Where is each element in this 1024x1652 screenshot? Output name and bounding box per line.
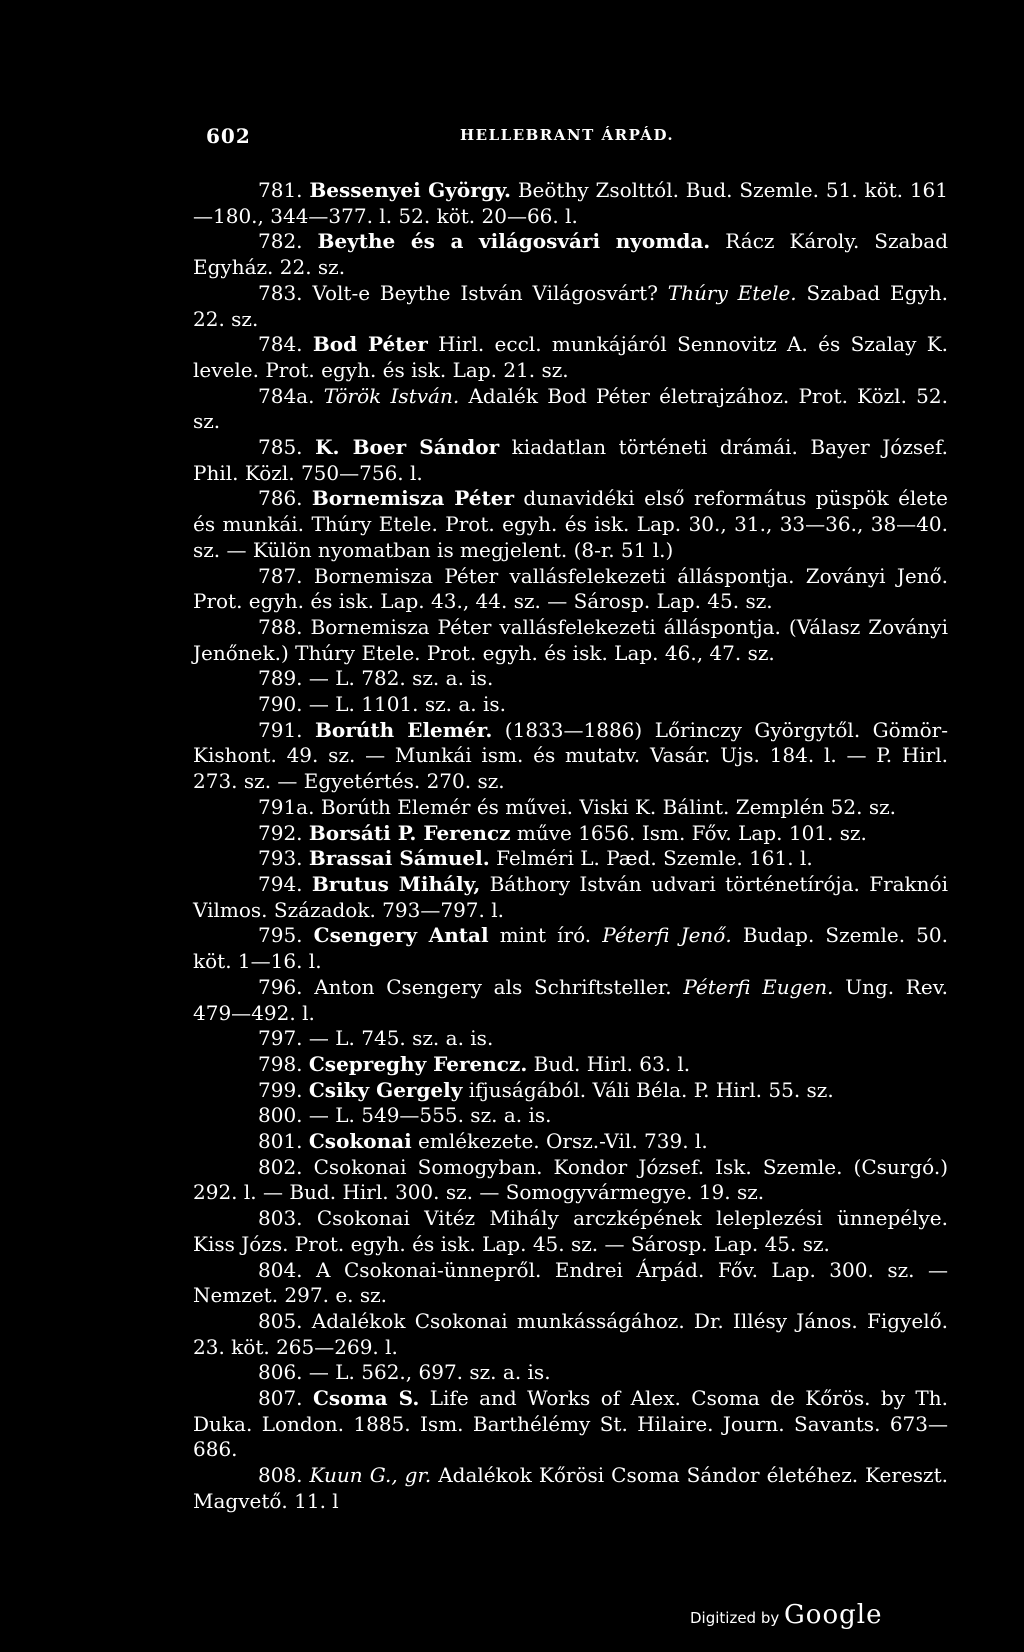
digitized-by-label: Digitized by bbox=[690, 1609, 780, 1627]
bibliography-entry: 807. Csoma S. Life and Works of Alex. Csoma de Kőrös. by Th. Duka. London. 1885. Ism. Barthélémy St. Hilaire. Journ. Savants. 673—686. bbox=[193, 1386, 948, 1462]
bibliography-entry: 797. — L. 745. sz. a. is. bbox=[258, 1026, 494, 1051]
bibliography-entry: 802. Csokonai Somogyban. Kondor József. Isk. Szemle. (Csurgó.) 292. l. — Bud. Hirl. 300. sz. — Somogyvármegye. 19. sz. bbox=[193, 1154, 948, 1205]
digitization-footer bbox=[690, 1600, 990, 1630]
bibliography-entry: 782. Beythe és a világosvári nyomda. Rácz Károly. Szabad Egyház. 22. sz. bbox=[193, 229, 948, 280]
bibliography-entry: 801. Csokonai emlékezete. Orsz.-Vil. 739. l. bbox=[258, 1129, 708, 1154]
bibliography-entry: 786. Bornemisza Péter dunavidéki első református püspök élete és munkái. Thúry Etele. Prot. egyh. és isk. Lap. 30., 31., 33—36., 38—40. sz. — Külön nyomatban is megjelent. (8-r. 51 l.) bbox=[193, 486, 949, 562]
bibliography-entry: 804. A Csokonai-ünnepről. Endrei Árpád. Főv. Lap. 300. sz. — Nemzet. 297. e. sz. bbox=[193, 1257, 948, 1308]
bibliography-entry: 803. Csokonai Vitéz Mihály arczképének leleplezési ünnepélye. Kiss Józs. Prot. egyh. és isk. Lap. 45. sz. — Sárosp. Lap. 45. sz. bbox=[193, 1206, 948, 1256]
bibliography-entry: 795. Csengery Antal mint író. Péterfi Jenő. Budap. Szemle. 50. köt. 1—16. l. bbox=[193, 923, 948, 974]
bibliography-entry: 805. Adalékok Csokonai munkásságához. Dr. Illésy János. Figyelő. 23. köt. 265—269. l. bbox=[193, 1308, 948, 1359]
bibliography-entry: 808. Kuun G., gr. Adalékok Kőrösi Csoma Sándor életéhez. Kereszt. Magvető. 11. l bbox=[193, 1463, 948, 1513]
bibliography-entry: 791a. Borúth Elemér és művei. Viski K. Bálint. Zemplén 52. sz. bbox=[258, 794, 896, 819]
running-head: HELLEBRANT ÁRPÁD. bbox=[460, 126, 675, 144]
bibliography-entry: 785. K. Boer Sándor kiadatlan történeti drámái. Bayer József. Phil. Közl. 750—756. l. bbox=[193, 435, 948, 485]
bibliography-entry: 789. — L. 782. sz. a. is. bbox=[258, 666, 494, 691]
bibliography-entry: 790. — L. 1101. sz. a. is. bbox=[258, 692, 507, 717]
bibliography-entry: 791. Borúth Elemér. (1833—1886) Lőrinczy Györgytől. Gömör-Kishont. 49. sz. — Munkái ism. és mutatv. Vasár. Ujs. 184. l. — P. Hirl. 273. sz. — Egyetértés. 270. sz. bbox=[193, 717, 948, 794]
bibliography-entry: 784a. Török István. Adalék Bod Péter életrajzához. Prot. Közl. 52. sz. bbox=[193, 383, 948, 434]
bibliography-entry: 798. Csepreghy Ferencz. Bud. Hirl. 63. l. bbox=[258, 1051, 691, 1076]
page-number: 602 bbox=[206, 124, 251, 148]
google-logo: Google bbox=[784, 1600, 883, 1630]
bibliography-entry: 793. Brassai Sámuel. Felméri L. Pæd. Szemle. 161. l. bbox=[258, 846, 813, 871]
bibliography-entry: 784. Bod Péter Hirl. eccl. munkájáról Sennovitz A. és Szalay K. levele. Prot. egyh. és isk. Lap. 21. sz. bbox=[193, 332, 948, 382]
bibliography-entry: 792. Borsáti P. Ferencz műve 1656. Ism. Főv. Lap. 101. sz. bbox=[258, 820, 867, 845]
bibliography-entries bbox=[193, 178, 948, 1515]
bibliography-entry: 781. Bessenyei György. Beöthy Zsolttól. Bud. Szemle. 51. köt. 161—180., 344—377. l. 52. köt. 20—66. l. bbox=[193, 178, 949, 228]
bibliography-entry: 783. Volt-e Beythe István Világosvárt? Thúry Etele. Szabad Egyh. 22. sz. bbox=[193, 280, 948, 331]
bibliography-entry: 796. Anton Csengery als Schriftsteller. Péterfi Eugen. Ung. Rev. 479—492. l. bbox=[193, 974, 948, 1025]
bibliography-entry: 788. Bornemisza Péter vallásfelekezeti álláspontja. (Válasz Zoványi Jenőnek.) Thúry Etele. Prot. egyh. és isk. Lap. 46., 47. sz. bbox=[193, 614, 948, 665]
bibliography-entry: 799. Csiky Gergely ifjuságából. Váli Béla. P. Hirl. 55. sz. bbox=[258, 1077, 834, 1102]
bibliography-entry: 794. Brutus Mihály, Báthory István udvari történetírója. Fraknói Vilmos. Századok. 793—797. l. bbox=[193, 871, 948, 922]
bibliography-entry: 800. — L. 549—555. sz. a. is. bbox=[258, 1103, 552, 1128]
bibliography-entry: 787. Bornemisza Péter vallásfelekezeti álláspontja. Zoványi Jenő. Prot. egyh. és isk. Lap. 43., 44. sz. — Sárosp. Lap. 45. sz. bbox=[193, 563, 948, 614]
bibliography-entry: 806. — L. 562., 697. sz. a. is. bbox=[258, 1360, 551, 1385]
